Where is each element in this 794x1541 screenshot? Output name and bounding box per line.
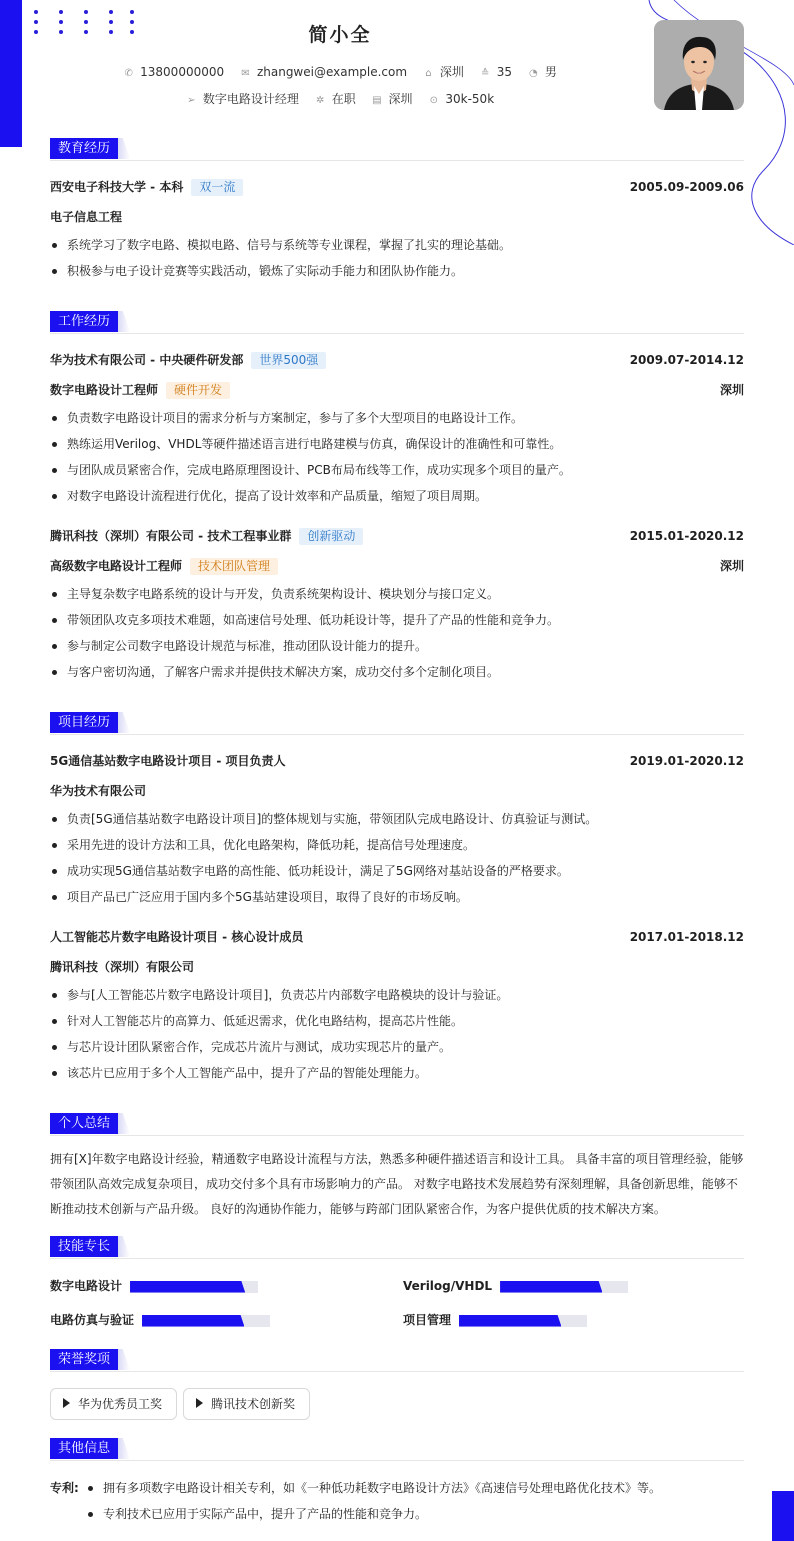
age-item: ≙ 35 bbox=[481, 65, 513, 79]
list-item: 带领团队攻克多项技术难题，如高速信号处理、低功耗设计等，提升了产品的性能和竞争力。 bbox=[50, 607, 744, 633]
section-header bbox=[50, 1438, 744, 1461]
section-title: 教育经历 bbox=[50, 138, 118, 159]
gender-item: ◔ 男 bbox=[528, 65, 557, 79]
age-icon: ≙ bbox=[481, 68, 490, 79]
skill-bar bbox=[130, 1281, 258, 1293]
list-item: 对数字电路设计流程进行优化，提高了设计效率和产品质量，缩短了项目周期。 bbox=[50, 483, 744, 509]
project-org: 腾讯科技（深圳）有限公司 bbox=[50, 960, 195, 974]
project-header-row bbox=[50, 746, 744, 776]
gender-icon: ◔ bbox=[528, 68, 538, 79]
project-date: 2019.01-2020.12 bbox=[629, 754, 744, 768]
email-item: ✉ zhangwei@example.com bbox=[241, 65, 408, 79]
summary-section bbox=[50, 1113, 744, 1222]
mail-icon: ✉ bbox=[241, 68, 250, 79]
phone-icon: ✆ bbox=[124, 68, 133, 79]
status-item: ✲ 在职 bbox=[315, 92, 356, 106]
education-date: 2005.09-2009.06 bbox=[629, 180, 744, 194]
work-company-row bbox=[50, 521, 744, 551]
list-item: 该芯片已应用于多个人工智能产品中，提升了产品的智能处理能力。 bbox=[50, 1060, 744, 1086]
list-item: 负责[5G通信基站数字电路设计项目]的整体规划与实施，带领团队完成电路设计、仿真验证与测试。 bbox=[50, 806, 744, 832]
work-role-row bbox=[50, 551, 744, 581]
project-org-row bbox=[50, 776, 744, 806]
list-item: 拥有多项数字电路设计相关专利，如《一种低功耗数字电路设计方法》《高速信号处理电路优化技术》等。 bbox=[86, 1475, 661, 1501]
candidate-name: 简小全 bbox=[308, 24, 372, 46]
skill-bar bbox=[459, 1315, 587, 1327]
list-item: 参与[人工智能芯片数字电路设计项目]，负责芯片内部数字电路模块的设计与验证。 bbox=[50, 982, 744, 1008]
project-org-row bbox=[50, 952, 744, 982]
project-org: 华为技术有限公司 bbox=[50, 784, 147, 798]
work-section bbox=[50, 311, 744, 685]
project-section bbox=[50, 712, 744, 1086]
list-item: 专利技术已应用于实际产品中，提升了产品的性能和竞争力。 bbox=[86, 1501, 661, 1527]
school-tag: 双一流 bbox=[191, 179, 243, 196]
major-name: 电子信息工程 bbox=[50, 210, 123, 224]
summary-text bbox=[50, 1140, 744, 1222]
patent-bullets bbox=[86, 1475, 661, 1527]
role-tag: 硬件开发 bbox=[166, 382, 230, 399]
section-header bbox=[50, 712, 744, 735]
work-city: 深圳 bbox=[719, 383, 744, 397]
project-date: 2017.01-2018.12 bbox=[629, 930, 744, 944]
status-icon: ✲ bbox=[315, 95, 325, 106]
company-name: 华为技术有限公司 - 中央硬件研发部 bbox=[50, 353, 244, 367]
play-triangle-icon bbox=[63, 1398, 70, 1408]
award-badge: 华为优秀员工奖 bbox=[50, 1388, 177, 1420]
skill-item bbox=[50, 1278, 258, 1294]
summary-line: 断推动技术创新与产品升级。 良好的沟通协作能力，能够与跨部门团队紧密合作，为客户提供优质的技术解决方案。 bbox=[50, 1202, 666, 1216]
section-title: 项目经历 bbox=[50, 712, 118, 733]
summary-line: 带领团队高效完成复杂项目，成功交付多个具有市场影响力的产品。 对数字电路技术发展趋势有深刻理解，具备创新思维，能够不 bbox=[50, 1177, 738, 1191]
awards-section bbox=[50, 1349, 744, 1420]
list-item: 成功实现5G通信基站数字电路的高性能、低功耗设计，满足了5G网络对基站设备的严格要求。 bbox=[50, 858, 744, 884]
skill-bar-fill bbox=[500, 1281, 602, 1293]
project-bullets bbox=[50, 806, 744, 910]
skill-name: Verilog/VHDL bbox=[403, 1279, 493, 1293]
list-item: 熟练运用Verilog、VHDL等硬件描述语言进行电路建模与仿真，确保设计的准确性和可靠性。 bbox=[50, 431, 744, 457]
skill-name: 电路仿真与验证 bbox=[50, 1313, 135, 1327]
phone-item: ✆ 13800000000 bbox=[124, 65, 225, 79]
school-name: 西安电子科技大学 - 本科 bbox=[50, 180, 184, 194]
skill-bar-fill bbox=[459, 1315, 561, 1327]
profile-photo bbox=[654, 20, 744, 110]
city-item: ⌂ 深圳 bbox=[423, 63, 464, 80]
building-icon: ▤ bbox=[372, 95, 382, 106]
skill-item bbox=[50, 1312, 270, 1328]
work-date: 2015.01-2020.12 bbox=[629, 529, 744, 543]
play-triangle-icon bbox=[196, 1398, 203, 1408]
project-name: 人工智能芯片数字电路设计项目 - 核心设计成员 bbox=[50, 930, 304, 944]
skill-bar-fill bbox=[130, 1281, 245, 1293]
section-title: 工作经历 bbox=[50, 311, 118, 332]
list-item: 针对人工智能芯片的高算力、低延迟需求，优化电路结构，提高芯片性能。 bbox=[50, 1008, 744, 1034]
project-name: 5G通信基站数字电路设计项目 - 项目负责人 bbox=[50, 754, 286, 768]
contact-info-row bbox=[0, 63, 680, 80]
section-title: 其他信息 bbox=[50, 1438, 118, 1459]
skill-item bbox=[403, 1312, 587, 1328]
salary-item: ⊙ 30k-50k bbox=[429, 92, 495, 106]
section-title: 技能专长 bbox=[50, 1236, 118, 1257]
education-bullets bbox=[50, 232, 744, 284]
avatar bbox=[654, 20, 744, 110]
work-company-row bbox=[50, 345, 744, 375]
list-item: 参与制定公司数字电路设计规范与标准，推动团队设计能力的提升。 bbox=[50, 633, 744, 659]
work-city: 深圳 bbox=[719, 559, 744, 573]
education-header-row bbox=[50, 172, 744, 202]
section-title: 个人总结 bbox=[50, 1113, 118, 1134]
list-item: 系统学习了数字电路、模拟电路、信号与系统等专业课程，掌握了扎实的理论基础。 bbox=[50, 232, 744, 258]
bottom-right-accent-bar bbox=[772, 1491, 794, 1541]
company-tag: 创新驱动 bbox=[299, 528, 363, 545]
list-item: 与团队成员紧密合作，完成电路原理图设计、PCB布局布线等工作，成功实现多个项目的量产。 bbox=[50, 457, 744, 483]
education-section bbox=[50, 138, 744, 284]
project-bullets bbox=[50, 982, 744, 1086]
target-city-item: ▤ 深圳 bbox=[372, 92, 413, 106]
job-intent-row bbox=[0, 90, 680, 107]
work-date: 2009.07-2014.12 bbox=[629, 353, 744, 367]
target-position-item: ➢ 数字电路设计经理 bbox=[187, 92, 299, 106]
section-header bbox=[50, 1236, 744, 1259]
list-item: 采用先进的设计方法和工具，优化电路架构，降低功耗，提高信号处理速度。 bbox=[50, 832, 744, 858]
list-item: 主导复杂数字电路系统的设计与开发，负责系统架构设计、模块划分与接口定义。 bbox=[50, 581, 744, 607]
project-header-row bbox=[50, 922, 744, 952]
section-header bbox=[50, 138, 744, 161]
summary-line: 拥有[X]年数字电路设计经验，精通数字电路设计流程与方法，熟悉多种硬件描述语言和设计工具。 具备丰富的项目管理经验，能够 bbox=[50, 1152, 744, 1166]
salary-icon: ⊙ bbox=[429, 95, 439, 106]
section-header bbox=[50, 1349, 744, 1372]
skill-item bbox=[403, 1278, 628, 1294]
skill-bar bbox=[142, 1315, 270, 1327]
section-title: 荣誉奖项 bbox=[50, 1349, 118, 1370]
award-badge: 腾讯技术创新奖 bbox=[183, 1388, 310, 1420]
section-header bbox=[50, 311, 744, 334]
role-tag: 技术团队管理 bbox=[190, 558, 278, 575]
role-name: 数字电路设计工程师 bbox=[50, 383, 159, 397]
home-icon: ⌂ bbox=[425, 68, 432, 79]
list-item: 积极参与电子设计竞赛等实践活动，锻炼了实际动手能力和团队协作能力。 bbox=[50, 258, 744, 284]
major-row bbox=[50, 202, 744, 232]
skill-bar bbox=[500, 1281, 628, 1293]
work-bullets bbox=[50, 581, 744, 685]
role-name: 高级数字电路设计工程师 bbox=[50, 559, 183, 573]
list-item: 与客户密切沟通，了解客户需求并提供技术解决方案，成功交付多个定制化项目。 bbox=[50, 659, 744, 685]
company-tag: 世界500强 bbox=[251, 352, 326, 369]
list-item: 与芯片设计团队紧密合作，完成芯片流片与测试，成功实现芯片的量产。 bbox=[50, 1034, 744, 1060]
send-icon: ➢ bbox=[187, 95, 196, 106]
skill-name: 数字电路设计 bbox=[50, 1279, 123, 1293]
patent-label: 专利: bbox=[50, 1481, 79, 1495]
awards-list bbox=[50, 1388, 744, 1420]
skill-name: 项目管理 bbox=[403, 1313, 452, 1327]
list-item: 负责数字电路设计项目的需求分析与方案制定，参与了多个大型项目的电路设计工作。 bbox=[50, 405, 744, 431]
list-item: 项目产品已广泛应用于国内多个5G基站建设项目，取得了良好的市场反响。 bbox=[50, 884, 744, 910]
skill-bar-fill bbox=[142, 1315, 244, 1327]
work-bullets bbox=[50, 405, 744, 509]
skills-section bbox=[50, 1236, 744, 1336]
other-section bbox=[50, 1438, 744, 1528]
company-name: 腾讯科技（深圳）有限公司 - 技术工程事业群 bbox=[50, 529, 292, 543]
work-role-row bbox=[50, 375, 744, 405]
section-header bbox=[50, 1113, 744, 1136]
